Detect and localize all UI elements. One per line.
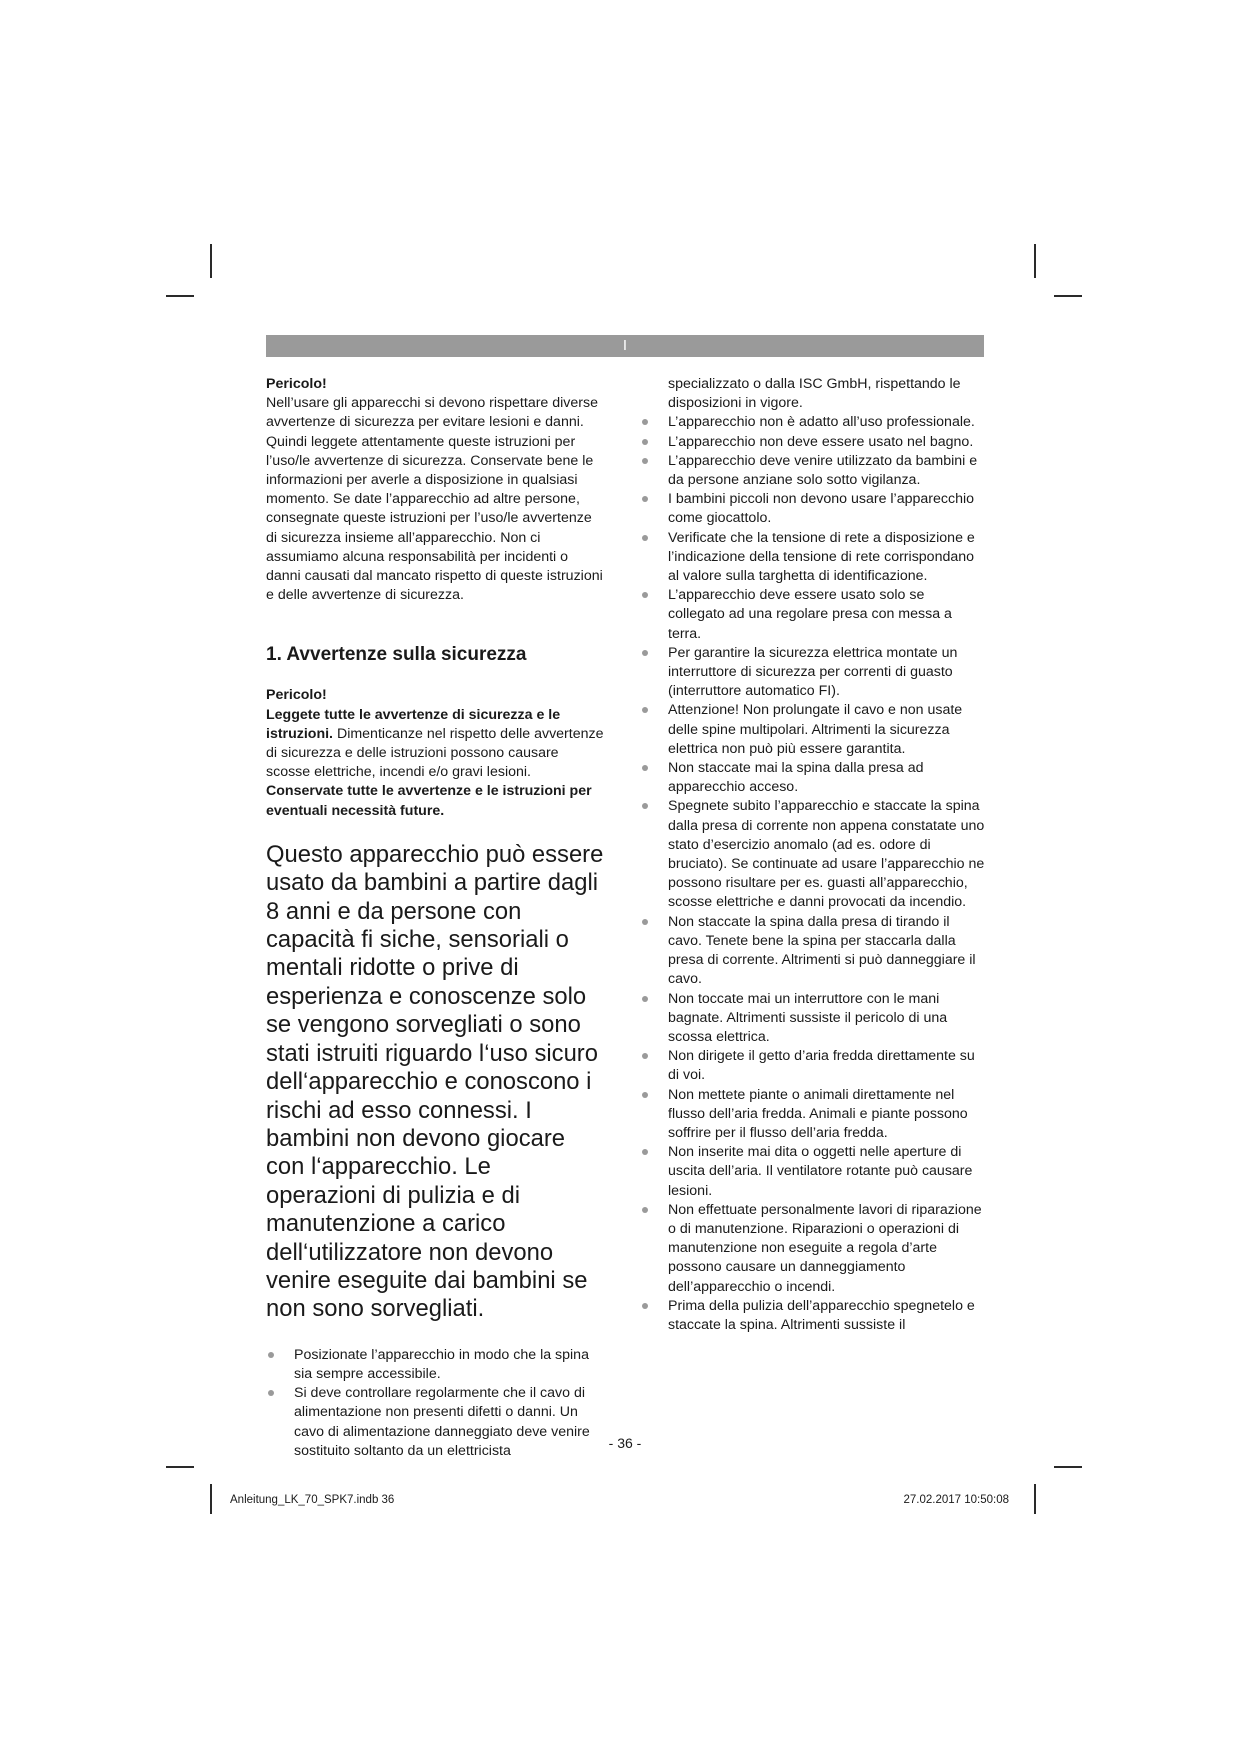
list-item: Non inserite mai dita o oggetti nelle aperture di uscita dell’aria. Il ventilatore rotante può causare lesioni. — [640, 1143, 985, 1201]
footer-timestamp: 27.02.2017 10:50:08 — [903, 1494, 1009, 1506]
list-item: Verificate che la tensione di rete a disposizione e l’indicazione della tensione di rete corrispondano al valore sulla targhetta di identificazione. — [640, 529, 985, 587]
list-item: Posizionate l’apparecchio in modo che la spina sia sempre accessibile. — [266, 1346, 606, 1384]
crop-mark — [1054, 1466, 1082, 1468]
crop-mark — [166, 1466, 194, 1468]
right-bullet-list — [640, 413, 985, 1335]
read-all-text: Dimenticanze nel rispetto delle avvertenze di sicurezza e delle istruzioni possono causare scosse elettriche, incendi e/o gravi lesioni. — [266, 725, 604, 781]
warning-label-2: Pericolo! — [266, 687, 327, 704]
list-item: L’apparecchio deve venire utilizzato da bambini e da persone anziane solo sotto vigilanza. — [640, 452, 985, 490]
list-item: Per garantire la sicurezza elettrica montate un interruttore di sicurezza per correnti di guasto (interruttore automatico FI). — [640, 644, 985, 702]
list-item: Non toccate mai un interruttore con le mani bagnate. Altrimenti sussiste il pericolo di una scossa elettrica. — [640, 990, 985, 1048]
crop-mark — [210, 1484, 212, 1514]
list-item: Non mettete piante o animali direttamente nel flusso dell’aria fredda. Animali e piante possono soffrire per il flusso dell’aria fredda. — [640, 1086, 985, 1144]
page-number: - 36 - — [608, 1435, 642, 1451]
list-item: Attenzione! Non prolungate il cavo e non usate delle spine multipolari. Altrimenti la sicurezza elettrica non può più essere garantita. — [640, 701, 985, 759]
read-all-bold: Leggete tutte le avvertenze di sicurezza e le istruzioni. — [266, 706, 561, 742]
section-header-bar — [266, 335, 984, 357]
crop-mark — [1034, 1484, 1036, 1514]
list-item: Si deve controllare regolarmente che il cavo di alimentazione non presenti difetti o danni. Un cavo di alimentazione danneggiato deve venire sostituito soltanto da un elettricista — [266, 1384, 606, 1461]
section-marker: I — [622, 337, 628, 354]
continuation-text: specializzato o dalla ISC GmbH, rispettando le disposizioni in vigore. — [668, 376, 961, 412]
list-item: Non effettuate personalmente lavori di riparazione o di manutenzione. Riparazioni o operazioni di manutenzione non eseguite a regola d’arte possono causare un danneggiamento dell’apparecchio o incendi. — [640, 1201, 985, 1297]
list-item: Spegnete subito l’apparecchio e staccate la spina dalla presa di corrente non appena constatate uno stato d’esercizio anomalo (ad es. odore di bruciato). Se continuate ad usare l’apparecchio ne possono risultare per es. guasti all’apparecchio, scosse elettriche e danni provocati da incendio. — [640, 797, 985, 912]
list-item: Non staccate mai la spina dalla presa ad apparecchio acceso. — [640, 759, 985, 797]
crop-mark — [166, 295, 194, 297]
keep-all-bold: Conservate tutte le avvertenze e le istruzioni per eventuali necessità future. — [266, 783, 592, 819]
list-item: L’apparecchio deve essere usato solo se collegato ad una regolare presa con messa a terra. — [640, 586, 985, 644]
right-column — [640, 375, 985, 1335]
list-item: Prima della pulizia dell’apparecchio spegnetelo e staccate la spina. Altrimenti sussiste il — [640, 1297, 985, 1335]
list-item: Non staccate la spina dalla presa di tirando il cavo. Tenete bene la spina per staccarla dalla presa di corrente. Altrimenti si può danneggiare il cavo. — [640, 913, 985, 990]
left-bullet-list — [266, 1346, 606, 1461]
crop-mark — [1034, 244, 1036, 278]
section-title: 1. Avvertenze sulla sicurezza — [266, 644, 527, 666]
read-all-paragraph — [266, 706, 606, 783]
list-item: I bambini piccoli non devono usare l’apparecchio come giocattolo. — [640, 490, 985, 528]
crop-mark — [210, 244, 212, 278]
intro-text: Nell’usare gli apparecchi si devono rispettare diverse avvertenze di sicurezza per evitare lesioni e danni. Quindi leggete attentamente queste istruzioni per l’uso/le avvertenze di sicurezza. Conservate bene le informazioni per averle a disposizione in qualsiasi momento. Se date l’apparecchio ad altre persone, consegnate queste istruzioni per l’uso/le avvertenze di sicurezza insieme all’apparecchio. Non ci assumiamo alcuna responsabilità per incidenti o danni causati dal mancato rispetto di queste istruzioni e delle avvertenze di sicurezza. — [266, 395, 603, 604]
list-item: L’apparecchio non è adatto all’uso professionale. — [640, 413, 985, 432]
list-item: Non dirigete il getto d’aria fredda direttamente su di voi. — [640, 1047, 985, 1085]
crop-mark — [1054, 295, 1082, 297]
list-item: L’apparecchio non deve essere usato nel bagno. — [640, 433, 985, 452]
children-notice: Questo apparecchio può essere usato da bambini a partire dagli 8 anni e da persone con capacità fi siche, sensoriali o mentali ridotte o prive di esperienza e conoscenze solo se vengono sorvegliati o sono stati istruiti riguardo l‘uso sicuro dell‘apparecchio e conoscono i rischi ad esso connessi. I bambini non devono giocare con l‘apparecchio. Le operazioni di pulizia e di manutenzione a carico dell‘utilizzatore non devono venire eseguite dai bambini se non sono sorvegliati. — [266, 840, 604, 1323]
footer-file-info: Anleitung_LK_70_SPK7.indb 36 — [230, 1494, 395, 1506]
left-column — [266, 375, 606, 1461]
warning-label: Pericolo! — [266, 376, 327, 392]
